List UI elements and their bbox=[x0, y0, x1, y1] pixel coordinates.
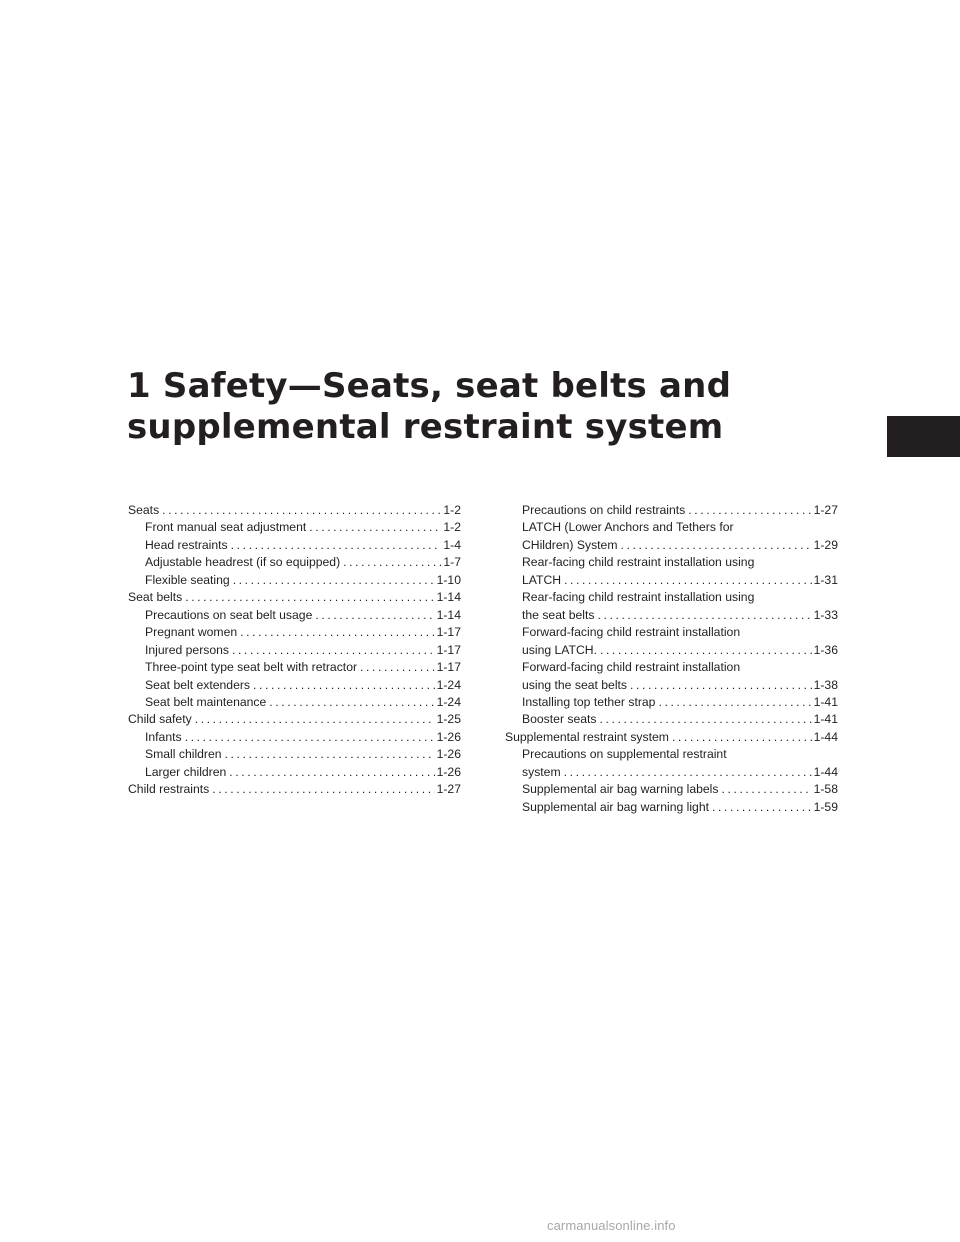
toc-page-number: 1-26 bbox=[436, 764, 461, 779]
chapter-title-line-2: supplemental restraint system bbox=[127, 407, 724, 447]
chapter-title bbox=[127, 366, 731, 448]
toc-entry[interactable] bbox=[505, 694, 838, 711]
toc-entry[interactable] bbox=[128, 589, 461, 606]
toc-entry[interactable] bbox=[128, 764, 461, 781]
dot-leader bbox=[712, 799, 812, 816]
dot-leader bbox=[253, 677, 435, 694]
dot-leader bbox=[721, 781, 811, 798]
toc-entry[interactable] bbox=[505, 711, 838, 728]
toc-entry-title-line: Forward-facing child restraint installation bbox=[522, 625, 741, 640]
dot-leader bbox=[621, 537, 812, 554]
toc-entry[interactable] bbox=[128, 572, 461, 589]
dot-leader bbox=[564, 764, 812, 781]
toc-entry[interactable] bbox=[505, 589, 838, 624]
chapter-thumb-tab bbox=[887, 416, 960, 457]
toc-entry-title: Seats bbox=[128, 503, 160, 517]
toc-entry-title: Supplemental air bag warning labels bbox=[522, 782, 719, 797]
toc-left-column bbox=[128, 502, 461, 799]
toc-entry[interactable] bbox=[128, 729, 461, 746]
watermark: carmanualsonline.info bbox=[547, 1218, 676, 1233]
toc-page-number: 1-17 bbox=[436, 625, 461, 640]
toc-entry[interactable] bbox=[505, 624, 838, 659]
dot-leader bbox=[229, 764, 434, 781]
toc-page-number: 1-25 bbox=[436, 712, 461, 727]
toc-entry[interactable] bbox=[505, 519, 838, 554]
toc-entry[interactable] bbox=[505, 746, 838, 781]
toc-entry[interactable] bbox=[505, 554, 838, 589]
dot-leader bbox=[195, 711, 435, 728]
toc-page-number: 1-44 bbox=[813, 764, 838, 779]
toc-entry[interactable] bbox=[505, 659, 838, 694]
toc-page-number: 1-27 bbox=[813, 503, 838, 517]
toc-entry[interactable] bbox=[505, 729, 838, 746]
toc-entry-title: Front manual seat adjustment bbox=[145, 520, 307, 535]
dot-leader bbox=[231, 537, 442, 554]
toc-page-number: 1-27 bbox=[436, 782, 461, 797]
toc-page-number: 1-2 bbox=[443, 520, 461, 535]
toc-entry-title: Supplemental air bag warning light bbox=[522, 799, 709, 814]
toc-entry-title: Small children bbox=[145, 747, 222, 762]
toc-entry-title: Supplemental restraint system bbox=[505, 729, 669, 744]
dot-leader bbox=[315, 607, 434, 624]
toc-entry-title: LATCH bbox=[522, 572, 562, 587]
dot-leader bbox=[232, 642, 435, 659]
dot-leader bbox=[564, 572, 812, 589]
toc-entry[interactable] bbox=[128, 642, 461, 659]
toc-page-number: 1-2 bbox=[443, 503, 461, 517]
toc-entry-title: Child restraints bbox=[128, 782, 210, 797]
dot-leader bbox=[672, 729, 812, 746]
dot-leader bbox=[309, 519, 441, 536]
toc-entry-title: Pregnant women bbox=[145, 625, 238, 640]
toc-entry-title-line: Rear-facing child restraint installation using bbox=[522, 590, 755, 605]
toc-entry-title: Adjustable headrest (if so equipped) bbox=[145, 555, 341, 570]
toc-entry[interactable] bbox=[505, 799, 838, 816]
toc-entry-title: Infants bbox=[145, 729, 182, 744]
toc-entry-title-line: LATCH (Lower Anchors and Tethers for bbox=[522, 520, 734, 535]
toc-entry-title: CHildren) System bbox=[522, 537, 618, 552]
toc-entry-title: Child safety bbox=[128, 712, 192, 727]
toc-entry-title: using the seat belts bbox=[522, 677, 628, 692]
toc-entry[interactable] bbox=[505, 781, 838, 798]
dot-leader bbox=[658, 694, 811, 711]
toc-page-number: 1-7 bbox=[443, 555, 461, 570]
toc-entry[interactable] bbox=[128, 554, 461, 571]
toc-entry[interactable] bbox=[128, 781, 461, 798]
toc-entry-title-line: Precautions on supplemental restraint bbox=[522, 747, 727, 762]
toc-page-number: 1-24 bbox=[436, 677, 461, 692]
toc-right-column bbox=[505, 502, 838, 816]
dot-leader bbox=[185, 589, 434, 606]
toc-entry-title: Installing top tether strap bbox=[522, 694, 656, 709]
toc-entry[interactable] bbox=[128, 607, 461, 624]
toc-page-number: 1-26 bbox=[436, 747, 461, 762]
toc-entry-title: Seat belts bbox=[128, 590, 183, 605]
toc-entry-title: Precautions on seat belt usage bbox=[145, 607, 313, 622]
dot-leader bbox=[343, 554, 441, 571]
toc-page-number: 1-41 bbox=[813, 712, 838, 727]
toc-entry-title: Precautions on child restraints bbox=[522, 503, 686, 517]
dot-leader bbox=[688, 502, 811, 519]
toc-entry[interactable] bbox=[128, 519, 461, 536]
toc-page-number: 1-26 bbox=[436, 729, 461, 744]
toc-page-number: 1-29 bbox=[813, 537, 838, 552]
dot-leader bbox=[240, 624, 434, 641]
toc-entry-title: Injured persons bbox=[145, 642, 230, 657]
toc-entry-title: Head restraints bbox=[145, 537, 228, 552]
toc-entry-title: Seat belt maintenance bbox=[145, 694, 267, 709]
toc-entry-title-line: Forward-facing child restraint installation bbox=[522, 660, 741, 675]
toc-page-number: 1-31 bbox=[813, 572, 838, 587]
dot-leader bbox=[630, 677, 812, 694]
toc-entry[interactable] bbox=[128, 746, 461, 763]
dot-leader bbox=[269, 694, 434, 711]
toc-entry[interactable] bbox=[128, 502, 461, 519]
toc-entry-title: Booster seats bbox=[522, 712, 597, 727]
toc-entry-title: Seat belt extenders bbox=[145, 677, 251, 692]
dot-leader bbox=[598, 607, 812, 624]
dot-leader bbox=[185, 729, 435, 746]
toc-entry[interactable] bbox=[128, 659, 461, 676]
dot-leader bbox=[600, 642, 812, 659]
toc-entry-title: using LATCH. bbox=[522, 642, 597, 657]
toc-entry[interactable] bbox=[505, 502, 838, 519]
dot-leader bbox=[360, 659, 435, 676]
toc-entry-title: Three-point type seat belt with retractor bbox=[145, 660, 358, 675]
toc-page-number: 1-44 bbox=[813, 729, 838, 744]
toc-page-number: 1-17 bbox=[436, 642, 461, 657]
toc-entry-title: the seat belts bbox=[522, 607, 595, 622]
toc-entry[interactable] bbox=[128, 694, 461, 711]
dot-leader bbox=[162, 502, 441, 519]
toc-entry-title: Flexible seating bbox=[145, 572, 230, 587]
toc-page-number: 1-14 bbox=[436, 590, 461, 605]
toc-page-number: 1-41 bbox=[813, 694, 838, 709]
toc-entry[interactable] bbox=[128, 677, 461, 694]
toc-page-number: 1-14 bbox=[436, 607, 461, 622]
toc-entry[interactable] bbox=[128, 624, 461, 641]
toc-page-number: 1-33 bbox=[813, 607, 838, 622]
toc-page-number: 1-17 bbox=[436, 660, 461, 675]
dot-leader bbox=[225, 746, 435, 763]
toc-entry-title-line: Rear-facing child restraint installation using bbox=[522, 555, 755, 570]
toc-entry[interactable] bbox=[128, 711, 461, 728]
toc-entry[interactable] bbox=[128, 537, 461, 554]
dot-leader bbox=[233, 572, 435, 589]
toc-page-number: 1-4 bbox=[443, 537, 461, 552]
toc-entry-title: Larger children bbox=[145, 764, 227, 779]
toc-page-number: 1-10 bbox=[436, 572, 461, 587]
toc-page-number: 1-59 bbox=[813, 799, 838, 814]
dot-leader bbox=[600, 711, 812, 728]
toc-entry-title: system bbox=[522, 764, 561, 779]
chapter-title-line-1: 1 Safety—Seats, seat belts and bbox=[127, 366, 732, 406]
toc-page-number: 1-24 bbox=[436, 694, 461, 709]
toc-page-number: 1-38 bbox=[813, 677, 838, 692]
toc-page-number: 1-36 bbox=[813, 642, 838, 657]
dot-leader bbox=[212, 781, 434, 798]
toc-page-number: 1-58 bbox=[813, 782, 838, 797]
